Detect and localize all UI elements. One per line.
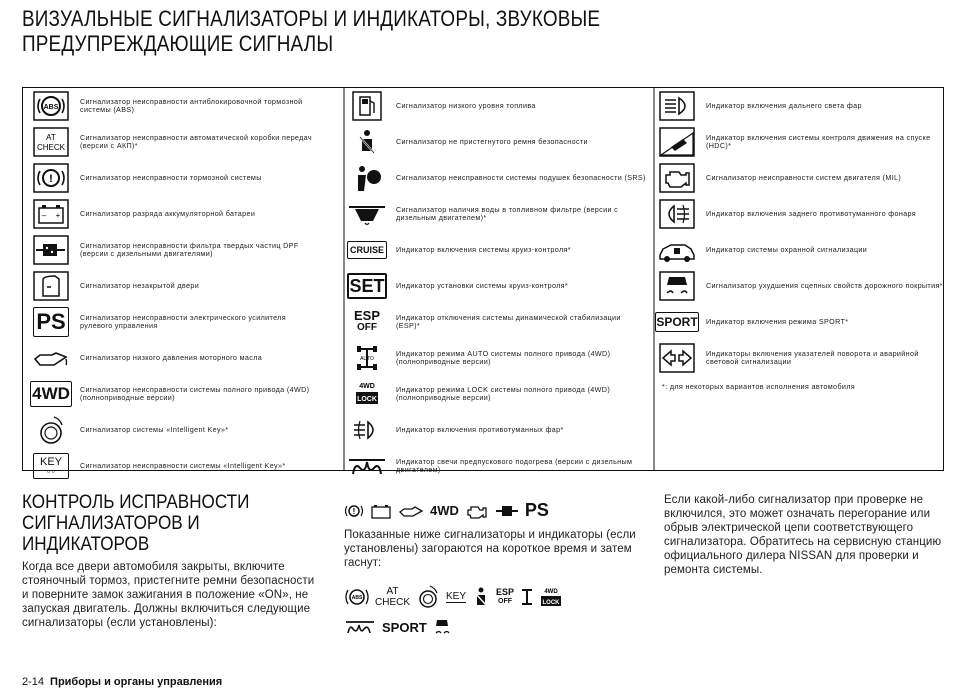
table-column-3 [656, 88, 944, 391]
4wd-inline: 4WD [430, 503, 459, 518]
section-title: КОНТРОЛЬ ИСПРАВНОСТИ СИГНАЛИЗАТОРОВ И ИНДИКАТОРОВ [22, 492, 250, 555]
list-item: Индикатор системы охранной сигнализации [656, 232, 944, 268]
hill-descent-icon [656, 126, 698, 158]
list-item: Индикатор свечи предпускового подогрева (версии с дизельным двигателем) [346, 448, 646, 484]
turn-signal-icon [656, 342, 698, 374]
table-column-2 [346, 88, 646, 484]
right-paragraph: Если какой-либо сигнализатор при проверке не включился, это может означать перегорание или обрыв электрической цепи соответствующего сигнализатора. Обратитесь на сервисную станцию официального дилера NISSAN для проверки и ремонта системы. [664, 494, 942, 576]
svg-text:!: ! [49, 173, 53, 185]
4wd-icon: 4WD [30, 378, 72, 410]
4wd-lock-icon [540, 586, 562, 608]
cruise-icon: CRUISE [346, 234, 388, 266]
list-item: Индикатор включения дальнего света фар [656, 88, 944, 124]
svg-text:4WD: 4WD [359, 383, 375, 390]
security-icon [656, 234, 698, 266]
front-fog-icon [346, 414, 388, 446]
glow-plug-icon [346, 450, 388, 482]
svg-text:+: + [55, 211, 61, 220]
list-item: Индикатор включения заднего противотуманного фонаря [656, 196, 944, 232]
list-item: Индикатор включения системы контроля движения на спуске (HDC)* [656, 124, 944, 160]
key-inline: KEY [446, 591, 467, 602]
list-item: ABS Сигнализатор неисправности антиблокировочной тормозной системы (ABS) [30, 88, 320, 124]
brief-indicators-row-2 [344, 618, 451, 636]
list-item: SET Индикатор установки системы круиз-контроля* [346, 268, 646, 304]
sport-inline: SPORT [382, 619, 427, 635]
svg-text:4WD: 4WD [544, 589, 558, 595]
dpf-icon [30, 234, 72, 266]
svg-text:LOCK: LOCK [357, 396, 377, 403]
battery-icon [30, 198, 72, 230]
list-item: SPORT Индикатор включения режима SPORT* [656, 304, 944, 340]
engine-mil-icon [656, 162, 698, 194]
door-open-icon [30, 270, 72, 302]
page-number: 2-14 [22, 676, 45, 688]
list-item: Индикаторы включения указателей поворота и аварийной световой сигнализации [656, 340, 944, 376]
list-item: PS Сигнализатор неисправности электрического усилителя рулевого управления [30, 304, 320, 340]
water-in-fuel-icon [346, 198, 388, 230]
srs-airbag-icon [346, 162, 388, 194]
key-icon: KEY 〰 [30, 450, 72, 482]
list-item: AUTO Индикатор режима AUTO системы полного привода (4WD) (полноприводные версии) [346, 340, 646, 376]
list-item: ESP OFF Индикатор отключения системы динамической стабилизации (ESP)* [346, 304, 646, 340]
ps-icon: PS [30, 306, 72, 338]
list-item: CRUISE Индикатор включения системы круиз-контроля* [346, 232, 646, 268]
list-item: – + Сигнализатор разряда аккумуляторной батареи [30, 196, 320, 232]
list-item: Сигнализатор системы «Intelligent Key»* [30, 412, 320, 448]
engine-mil-icon [465, 502, 489, 520]
oil-pressure-icon [30, 342, 72, 374]
list-item: Сигнализатор неисправности системы подушек безопасности (SRS) [346, 160, 646, 196]
intelligent-key-icon [415, 584, 441, 610]
list-item: Сигнализатор неисправности систем двигателя (MIL) [656, 160, 944, 196]
list-item: AT CHECK Сигнализатор неисправности автоматической коробки передач (версии с АКП)* [30, 124, 320, 160]
fuel-low-icon [346, 90, 388, 122]
list-item: KEY 〰 Сигнализатор неисправности системы «Intelligent Key»* [30, 448, 320, 484]
ps-inline: PS [524, 500, 549, 520]
list-item: Сигнализатор ухудшения сцепных свойств дорожного покрытия* [656, 268, 944, 304]
page-footer [22, 676, 222, 688]
oil-pressure-icon [398, 504, 424, 518]
cruise-set-icon: SET [346, 270, 388, 302]
sport-icon: SPORT [656, 306, 698, 338]
svg-text:AT: AT [46, 133, 56, 142]
svg-text:ABS: ABS [43, 104, 59, 111]
slippery-road-icon [656, 270, 698, 302]
brake-warning-icon [344, 503, 364, 519]
left-paragraph: Когда все двери автомобиля закрыты, включите стояночный тормоз, пристегните ремни безопасности и поверните замок зажигания в положение «ON», не запуская двигатель. Должны включиться следующие сигнализаторы (если установлены): [22, 561, 315, 629]
section-name: Приборы и органы управления [50, 676, 223, 688]
middle-paragraph: Показанные ниже сигнализаторы и индикаторы (если установлены) загораются на короткое время и затем гаснут: [344, 529, 636, 569]
list-item: Сигнализатор незакрытой двери [30, 268, 320, 304]
glow-plug-icon [344, 618, 376, 636]
brief-indicators-row-1 [344, 584, 562, 610]
table-column-1 [30, 88, 320, 484]
abs-warning-icon [344, 586, 370, 608]
svg-text:LOCK: LOCK [542, 600, 560, 606]
svg-text:CHECK: CHECK [36, 143, 66, 152]
abs-warning-icon [30, 90, 72, 122]
list-item: Сигнализатор низкого давления моторного масла [30, 340, 320, 376]
list-item: Индикатор включения противотуманных фар* [346, 412, 646, 448]
4wd-auto-icon [346, 342, 388, 374]
svg-text:–: – [41, 211, 47, 220]
list-item: ! Сигнализатор неисправности тормозной системы [30, 160, 320, 196]
svg-text:!: ! [352, 506, 356, 516]
svg-text:AUTO: AUTO [360, 356, 374, 362]
startup-indicators-row [344, 500, 549, 521]
rear-fog-icon [656, 198, 698, 230]
high-beam-icon [656, 90, 698, 122]
footnote: *: для некоторых вариантов исполнения автомобиля [662, 382, 855, 391]
list-item: Сигнализатор низкого уровня топлива [346, 88, 646, 124]
seatbelt-icon [471, 586, 491, 608]
seatbelt-icon [346, 126, 388, 158]
at-check-icon [30, 126, 72, 158]
dpf-icon [495, 503, 519, 519]
list-item: Сигнализатор не пристегнутого ремня безопасности [346, 124, 646, 160]
list-item: Сигнализатор наличия воды в топливном фильтре (версии с дизельным двигателем)* [346, 196, 646, 232]
4wd-auto-icon [519, 586, 535, 608]
svg-text:ABS: ABS [351, 595, 363, 601]
page-title: ВИЗУАЛЬНЫЕ СИГНАЛИЗАТОРЫ И ИНДИКАТОРЫ, ЗВУКОВЫЕ ПРЕДУПРЕЖДАЮЩИЕ СИГНАЛЫ [22, 6, 601, 56]
intelligent-key-icon [30, 414, 72, 446]
at-check-inline: AT CHECK [375, 586, 411, 608]
brake-warning-icon [30, 162, 72, 194]
list-item: Сигнализатор неисправности фильтра твердых частиц DPF (версии с дизельными двигателями) [30, 232, 320, 268]
list-item: 4WD Сигнализатор неисправности системы полного привода (4WD) (полноприводные версии) [30, 376, 320, 412]
list-item: 4WD LOCK Индикатор режима LOCK системы полного привода (4WD) (полноприводные версии) [346, 376, 646, 412]
slippery-road-icon [433, 618, 451, 636]
4wd-lock-icon [346, 378, 388, 410]
esp-off-inline: ESP OFF [496, 587, 515, 605]
battery-icon [370, 503, 392, 519]
esp-off-icon: ESP OFF [353, 308, 380, 333]
